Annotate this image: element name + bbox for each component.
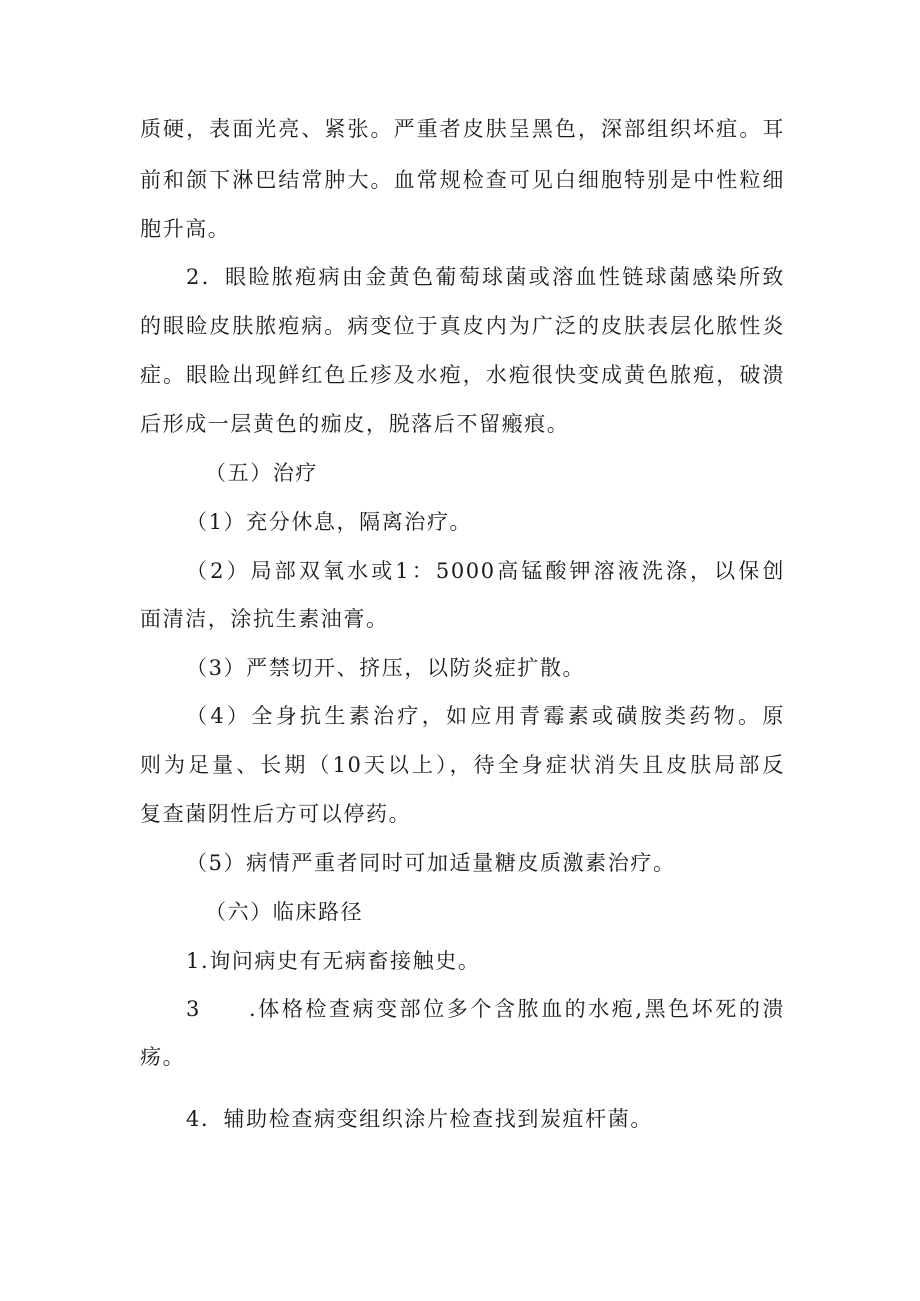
section-heading: （六）临床路径 [205, 900, 364, 924]
list-item: （5）病情严重者同时可加适量糖皮质激素治疗。 [186, 851, 676, 875]
paragraph-line: 后形成一层黄色的痂皮，脱落后不留瘢痕。 [140, 412, 570, 436]
list-item: （1）充分休息，隔离治疗。 [186, 510, 473, 534]
list-item: 1.询问病史有无病畜接触史。 [186, 949, 481, 973]
paragraph-line: 的眼睑皮肤脓疱病。病变位于真皮内为广泛的皮肤表层化脓性炎 [140, 314, 785, 338]
paragraph-line: 面清洁，涂抗生素油膏。 [140, 607, 389, 631]
list-item: 3 .体格检查病变部位多个含脓血的水疱,黑色坏死的溃 [186, 997, 785, 1021]
paragraph-line: 2．眼睑脓疱病由金黄色葡萄球菌或溶血性链球菌感染所致 [186, 265, 785, 289]
section-heading: （五）治疗 [205, 461, 318, 485]
list-item: （2）局部双氧水或1：5000高锰酸钾溶液洗涤，以保创 [186, 559, 785, 583]
list-item: （3）严禁切开、挤压，以防炎症扩散。 [186, 656, 586, 680]
paragraph-line: 复查菌阴性后方可以停药。 [140, 802, 412, 826]
list-item: （4）全身抗生素治疗，如应用青霉素或磺胺类药物。原 [186, 704, 785, 728]
paragraph-line: 质硬，表面光亮、紧张。严重者皮肤呈黑色，深部组织坏疽。耳 [140, 117, 785, 141]
paragraph-line: 疡。 [140, 1045, 186, 1069]
paragraph-line: 前和颌下淋巴结常肿大。血常规检查可见白细胞特别是中性粒细 [140, 168, 785, 192]
paragraph-line: 胞升高。 [140, 217, 231, 241]
list-item: 4．辅助检查病变组织涂片检查找到炭疽杆菌。 [186, 1107, 653, 1131]
paragraph-line: 则为足量、长期（10天以上），待全身症状消失且皮肤局部反 [140, 753, 785, 777]
paragraph-line: 症。眼睑出现鲜红色丘疹及水疱，水疱很快变成黄色脓疱，破溃 [140, 363, 785, 387]
